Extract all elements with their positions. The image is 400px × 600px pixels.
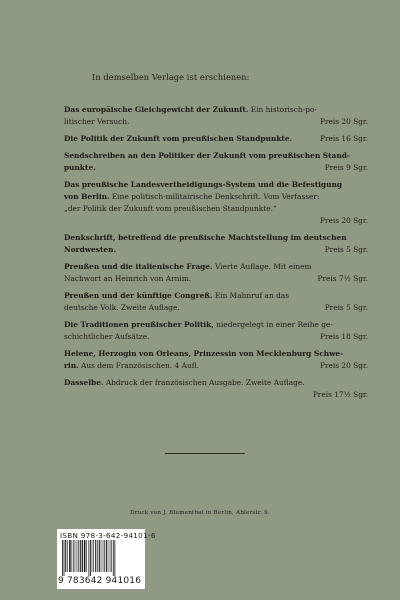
entry-line bbox=[64, 179, 368, 191]
entry-line-text bbox=[64, 273, 191, 285]
entry-line bbox=[64, 290, 368, 302]
publication-price: Preis 20 Sgr. bbox=[319, 117, 368, 126]
publication-price: Preis 18 Sgr. bbox=[319, 332, 368, 341]
publication-description: Eine politisch-militairische Denkschrift. Vom Verfasser: bbox=[109, 192, 320, 201]
entry-line bbox=[64, 331, 368, 343]
publication-entry bbox=[64, 290, 368, 314]
entry-line bbox=[64, 261, 368, 273]
barcode-bar bbox=[65, 540, 66, 572]
publication-price: Preis 9 Sgr. bbox=[324, 163, 368, 172]
entry-line bbox=[64, 377, 368, 389]
publication-title: Das europäische Gleichgewicht der Zukunft. bbox=[64, 105, 249, 114]
publication-price: Preis 7½ Sgr. bbox=[317, 274, 368, 283]
barcode-bar bbox=[114, 540, 115, 576]
publication-description: litischer Versuch. bbox=[64, 117, 130, 126]
entry-line bbox=[64, 162, 368, 174]
barcode-bar bbox=[84, 540, 86, 572]
barcode-bar bbox=[67, 540, 68, 572]
entry-line bbox=[64, 116, 368, 128]
publication-price: Preis 20 Sgr. bbox=[319, 361, 368, 370]
publication-description: Abdruck der französischen Ausgabe. Zweite Auflage. bbox=[103, 378, 305, 387]
entry-line-text bbox=[64, 331, 149, 343]
publication-entry bbox=[64, 179, 368, 227]
barcode-bar bbox=[106, 540, 107, 572]
publication-entry bbox=[64, 232, 368, 256]
barcode-bar bbox=[80, 540, 81, 572]
publication-title: Helene, Herzogin von Orleans, Prinzessin von Mecklenburg Schwe- bbox=[64, 349, 344, 358]
barcode-bars bbox=[61, 540, 141, 576]
publication-price: Preis 20 Sgr. bbox=[319, 216, 368, 225]
barcode-bar bbox=[62, 540, 63, 576]
barcode-digits: 9 783642 941016 bbox=[58, 576, 142, 586]
barcode-bar bbox=[77, 540, 78, 572]
barcode-bar bbox=[93, 540, 94, 572]
entry-line bbox=[64, 244, 368, 256]
publication-title: Preußen und die italienische Frage. bbox=[64, 262, 213, 271]
entry-line-text bbox=[64, 204, 277, 213]
barcode-bar bbox=[78, 540, 79, 572]
barcode-bar bbox=[113, 540, 114, 576]
publication-price: Preis 5 Sgr. bbox=[324, 245, 368, 254]
publication-description: Ein Mahnruf an das bbox=[212, 291, 290, 300]
publication-price: Preis 17½ Sgr. bbox=[312, 390, 368, 399]
publication-price: Preis 16 Sgr. bbox=[319, 134, 368, 143]
isbn-barcode-label bbox=[57, 529, 156, 589]
entry-line bbox=[64, 215, 368, 227]
barcode-bar bbox=[103, 540, 104, 572]
entry-line bbox=[64, 232, 368, 244]
entry-line-text bbox=[64, 192, 319, 201]
entry-line-text bbox=[64, 116, 129, 128]
entry-line-text bbox=[64, 349, 343, 358]
entry-line-text bbox=[64, 133, 292, 145]
publication-entry bbox=[64, 348, 368, 372]
publication-description: Aus dem Französischen. 4 Aufl. bbox=[78, 361, 199, 370]
publication-description: Ein historisch-po- bbox=[248, 105, 317, 114]
entry-line-text bbox=[64, 151, 350, 160]
entry-line-text bbox=[64, 291, 289, 300]
entry-line-text bbox=[64, 320, 333, 329]
publication-title: Sendschreiben an den Politiker der Zukunft vom preußischen Stand- bbox=[64, 151, 350, 160]
publication-entry bbox=[64, 377, 368, 401]
publication-price: Preis 5 Sgr. bbox=[324, 303, 368, 312]
barcode-bar bbox=[101, 540, 102, 572]
barcode-bar bbox=[95, 540, 96, 572]
entry-line-text bbox=[64, 378, 305, 387]
entry-line-text bbox=[64, 105, 317, 114]
publication-description: Vierte Auflage. Mit einem bbox=[212, 262, 312, 271]
barcode-bar bbox=[82, 540, 83, 572]
publication-description: schichtlicher Aufsätze. bbox=[64, 332, 150, 341]
entry-line-text bbox=[64, 180, 342, 189]
publication-description: niedergelegt in einer Reihe ge- bbox=[213, 320, 333, 329]
publication-title: Die Politik der Zukunft vom preußischen Standpunkte. bbox=[64, 134, 293, 143]
entry-line-text bbox=[64, 162, 96, 174]
entry-line bbox=[64, 360, 368, 372]
barcode-bar bbox=[72, 540, 73, 572]
publication-entry bbox=[64, 133, 368, 145]
publication-entry bbox=[64, 104, 368, 128]
entry-line bbox=[64, 348, 368, 360]
barcode-bar bbox=[69, 540, 71, 572]
divider-rule bbox=[165, 453, 245, 454]
barcode-bar bbox=[86, 540, 87, 572]
printer-imprint: Druck von J. Blumenthal in Berlin, Ablerstr. 9. bbox=[130, 510, 270, 516]
barcode-bar bbox=[92, 540, 93, 572]
barcode-bar bbox=[104, 540, 105, 572]
barcode-bar bbox=[108, 540, 109, 572]
publication-title: Die Traditionen preußischer Politik, bbox=[64, 320, 214, 329]
entry-line bbox=[64, 150, 368, 162]
publication-title: von Berlin. bbox=[64, 192, 110, 201]
publication-description: „der Politik der Zukunft vom preußischen Standpunkte.“ bbox=[64, 204, 277, 213]
entry-line bbox=[64, 191, 368, 203]
publication-title: punkte. bbox=[64, 163, 96, 172]
entry-line bbox=[64, 302, 368, 314]
entry-line bbox=[64, 273, 368, 285]
publication-description: Nachwort an Heinrich von Arnim. bbox=[64, 274, 192, 283]
barcode-bar bbox=[64, 540, 65, 576]
publication-entry bbox=[64, 319, 368, 343]
barcode-bar bbox=[97, 540, 98, 572]
publication-title: Preußen und der künftige Congreß. bbox=[64, 291, 213, 300]
publication-title: rin. bbox=[64, 361, 79, 370]
barcode-bar bbox=[73, 540, 74, 572]
entry-line bbox=[64, 319, 368, 331]
entry-line bbox=[64, 203, 368, 215]
publication-title: Nordwesten. bbox=[64, 245, 117, 254]
publication-title: Das preußische Landesvertheidigungs-System und die Befestigung bbox=[64, 180, 342, 189]
publication-description: deutsche Volk. Zweite Auflage. bbox=[64, 303, 180, 312]
publication-title: Dasselbe. bbox=[64, 378, 104, 387]
isbn-text: ISBN 978-3-642-94101-6 bbox=[60, 531, 156, 540]
barcode-bar bbox=[99, 540, 100, 572]
entry-line-text bbox=[64, 360, 199, 372]
publication-list bbox=[64, 104, 368, 406]
entry-line bbox=[64, 133, 368, 145]
publication-title: Denkschrift, betreffend die preußische Machtstellung im deutschen bbox=[64, 233, 347, 242]
entry-line-text bbox=[64, 302, 180, 314]
barcode-bar bbox=[75, 540, 76, 572]
publication-entry bbox=[64, 150, 368, 174]
entry-line bbox=[64, 104, 368, 116]
barcode-bar bbox=[111, 540, 112, 572]
entry-line-text bbox=[64, 244, 116, 256]
entry-line-text bbox=[64, 233, 347, 242]
publisher-list-heading: In demselben Verlage ist erschienen: bbox=[92, 72, 250, 82]
publication-entry bbox=[64, 261, 368, 285]
entry-line bbox=[64, 389, 368, 401]
entry-line-text bbox=[64, 262, 311, 271]
barcode-bar bbox=[90, 540, 91, 576]
barcode-bar bbox=[110, 540, 111, 572]
barcode-bar bbox=[89, 540, 90, 576]
